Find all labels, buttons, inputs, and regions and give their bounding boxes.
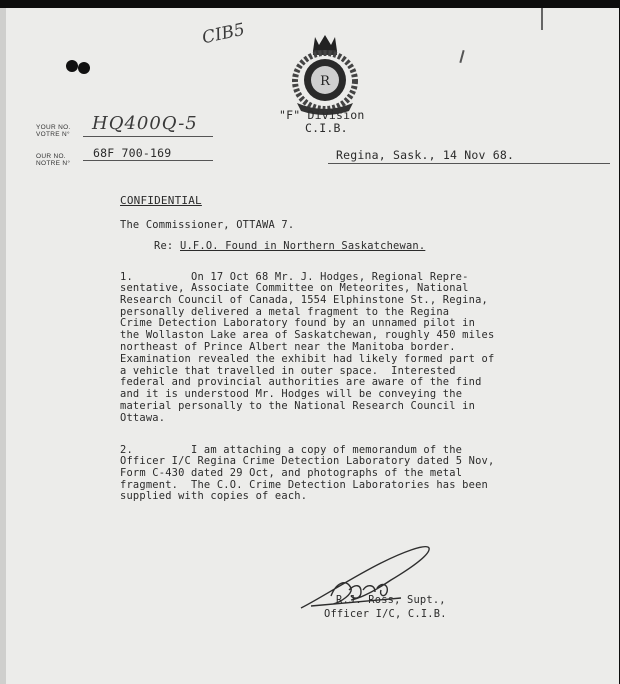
date-underline — [328, 163, 610, 164]
paragraph-1-first-line: On 17 Oct 68 Mr. J. Hodges, Regional Repre- — [191, 271, 469, 283]
paragraph-1-body: sentative, Associate Committee on Meteorites, National Research Council of Canada, 1554 Elphinstone St., Regina, personally delivered a metal fragment to the Regina Crime Detection Laboratory found by an unnamed pilot in the Wollaston Lake area of Saskatchewan, roughly 450 miles northeast of Prince Albert near the Manitoba border. Examination revealed the exhibit had likely formed part of a vehicle that travelled in outer space. Interested federal and provincial authorities are aware of the find and it is understood Mr. Hodges will be conveying the material personally to the National Research Council in Ottawa. — [120, 282, 495, 424]
your-no-value: HQ400Q-5 — [92, 113, 198, 134]
place-date: Regina, Sask., 14 Nov 68. — [336, 148, 515, 162]
re-label: Re: — [154, 240, 174, 252]
punch-hole — [78, 62, 90, 74]
signatory-name: R.J. Ross, Supt., — [336, 594, 446, 606]
your-no-label — [36, 124, 71, 138]
document-page — [0, 8, 619, 684]
addressee: The Commissioner, OTTAWA 7. — [120, 219, 295, 231]
handwritten-signature — [291, 538, 441, 618]
margin-mark — [459, 50, 464, 63]
paragraph-2-number: 2. — [120, 444, 133, 456]
classification-stamp: CONFIDENTIAL — [120, 194, 202, 207]
our-no-underline — [83, 160, 213, 161]
margin-mark — [541, 8, 543, 30]
your-no-label-en: YOUR NO. — [36, 124, 71, 131]
your-no-label-fr: VOTRE N° — [36, 131, 70, 138]
paragraph-2-body: Officer I/C Regina Crime Detection Laboratory dated 5 Nov, Form C-430 dated 29 Oct, and photographs of the metal fragment. The C.O. Crime Detection Laboratories has been supplied with copies of each. — [120, 455, 495, 503]
paragraph-1-number: 1. — [120, 271, 133, 283]
handwritten-reference: CIB5 — [200, 19, 247, 49]
rcmp-crest-icon — [291, 33, 359, 115]
subject-line: U.F.O. Found in Northern Saskatchewan. — [180, 240, 426, 252]
paragraph-2-first-line: I am attaching a copy of memorandum of the — [191, 444, 463, 456]
our-no-value: 68F 700-169 — [93, 146, 172, 160]
cib-title: C.I.B. — [305, 121, 348, 135]
our-no-label-en: OUR NO. — [36, 153, 66, 160]
your-no-underline — [83, 136, 213, 137]
svg-text:R: R — [320, 74, 330, 89]
signatory-title: Officer I/C, C.I.B. — [324, 608, 447, 620]
our-no-label — [36, 153, 70, 167]
division-title: "F" Division — [279, 108, 365, 122]
punch-hole — [66, 60, 78, 72]
our-no-label-fr: NOTRE N° — [36, 160, 71, 167]
